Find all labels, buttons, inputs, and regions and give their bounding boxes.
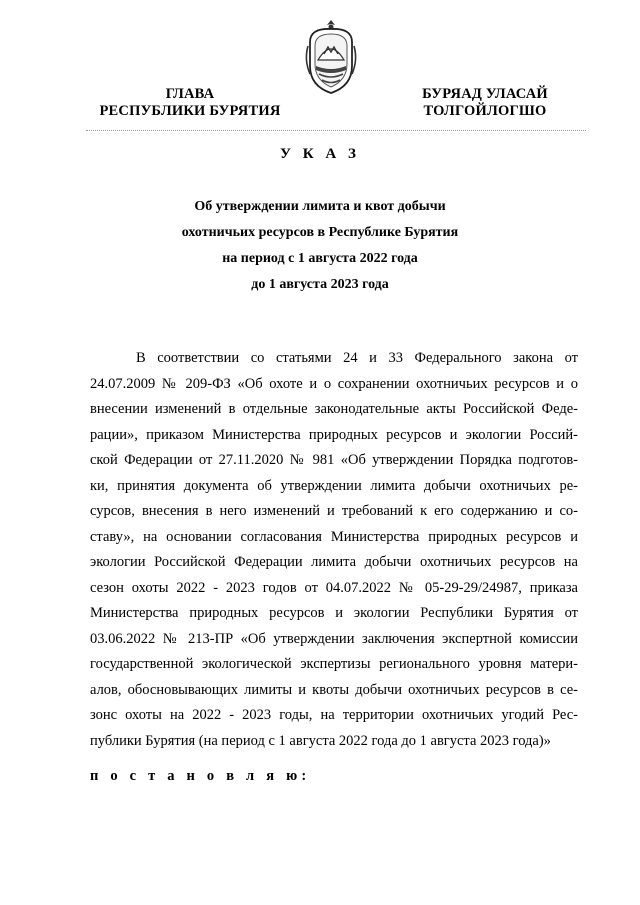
header-left-title: ГЛАВА <box>165 86 215 102</box>
body-line: ской Федерации от 27.11.2020 № 981 «Об утверждении Порядка подготов- <box>90 452 578 468</box>
title-line: Об утверждении лимита и квот добычи <box>194 199 446 214</box>
decree-word: п о с т а н о в л я ю: <box>90 768 311 784</box>
document-type: У К А З <box>280 146 360 162</box>
coat-of-arms-icon <box>302 16 360 96</box>
title-line: охотничьих ресурсов в Республике Бурятия <box>181 225 459 240</box>
title-line: на период с 1 августа 2022 года <box>222 251 418 266</box>
header-divider <box>86 130 586 131</box>
body-line: В соответствии со статьями 24 и 33 Федерального закона от <box>136 350 578 366</box>
header-right <box>380 86 590 120</box>
header-right-subtitle: ТОЛГОЙЛОГШО <box>423 103 547 119</box>
body-line: ки, принятия документа об утверждении лимита добычи охотничьих ре- <box>90 477 578 494</box>
body-line: ставу», на основании согласования Министерства природных ресурсов и <box>90 528 578 545</box>
body-line: зонс охоты на 2022 - 2023 годы, на территории охотничьих угодий Рес- <box>90 707 578 723</box>
body-line: рации», приказом Министерства природных ресурсов и экологии Россий- <box>90 426 578 443</box>
body-line: 03.06.2022 № 213-ПР «Об утверждении заключения экспертной комиссии <box>90 630 578 647</box>
header-left <box>74 86 306 120</box>
header-left-subtitle: РЕСПУБЛИКИ БУРЯТИЯ <box>99 103 281 119</box>
body-line: внесении изменений в отдельные законодательные акты Российской Феде- <box>90 401 578 417</box>
body-line: сезон охоты 2022 - 2023 годов от 04.07.2022 № 05-29-29/24987, приказа <box>90 579 578 596</box>
document-title <box>0 194 640 298</box>
body-line: публики Бурятия (на период с 1 августа 2022 года до 1 августа 2023 года)» <box>90 732 551 749</box>
body-line: алов, обосновывающих лимиты и квоты добычи охотничьих ресурсов в се- <box>90 681 578 698</box>
body-line: сурсов, внесения в него изменений и требований к его содержанию и со- <box>90 503 578 519</box>
title-line: до 1 августа 2023 года <box>251 277 389 292</box>
body-line: Министерства природных ресурсов и экологии Республики Бурятия от <box>90 605 578 621</box>
body-line: государственной экологической экспертизы регионального уровня матери- <box>90 656 578 672</box>
body-line: экологии Российской Федерации лимита добычи охотничьих ресурсов на <box>90 554 578 570</box>
body-line: 24.07.2009 № 209-ФЗ «Об охоте и о сохранении охотничьих ресурсов и о <box>90 375 578 392</box>
header-right-title: БУРЯАД УЛАСАЙ <box>422 86 548 102</box>
document-body <box>90 346 578 754</box>
